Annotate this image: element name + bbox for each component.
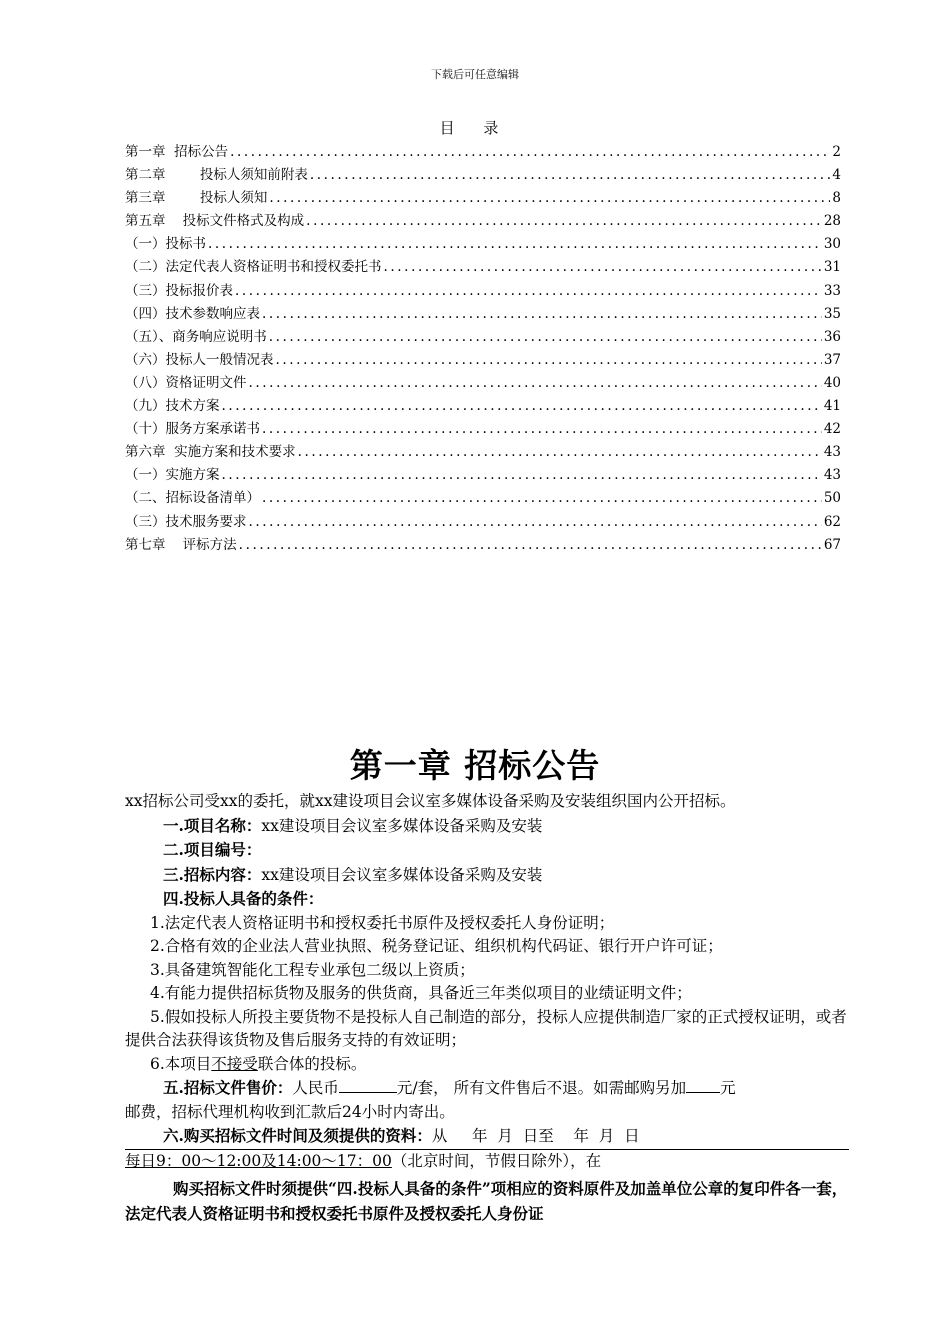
toc-entry[interactable]	[125, 394, 841, 417]
toc-leader-dots	[269, 329, 822, 345]
toc-entry-label: （一）实施方案	[125, 467, 220, 484]
toc-entry-label: 第一章 招标公告	[125, 144, 229, 160]
toc-entry-label: 第七章 评标方法	[125, 536, 237, 553]
toc-entry[interactable]	[125, 302, 841, 325]
item-label: 五.招标文件售价：	[163, 1078, 293, 1097]
toc-entry[interactable]	[125, 163, 841, 186]
toc-entry[interactable]	[125, 186, 841, 209]
toc-entry-label: （二）法定代表人资格证明书和授权委托书	[125, 259, 382, 276]
underlined-text: 每日9：00～12:00及14:00～17：00	[125, 1151, 392, 1170]
toc-leader-dots	[249, 375, 822, 391]
toc-entry-label: （一）投标书	[125, 236, 206, 253]
postage-blank	[686, 1077, 720, 1093]
toc-entry[interactable]	[125, 279, 841, 302]
toc-entry-page: 43	[823, 444, 841, 461]
toc-entry[interactable]	[125, 325, 841, 348]
condition-item: 3.具备建筑智能化工程专业承包二级以上资质；	[150, 960, 475, 979]
toc-title: 目 录	[439, 119, 511, 137]
toc-entry-label: （三）投标报价表	[125, 282, 233, 299]
toc-entry-page: 40	[823, 374, 841, 391]
toc-entry[interactable]	[125, 371, 841, 394]
item-value: xx建设项目会议室多媒体设备采购及安装	[261, 865, 543, 884]
item-label: 一.项目名称：	[163, 815, 262, 835]
toc-entry-label: （十）服务方案承诺书	[125, 421, 260, 438]
item-label: 三.招标内容：	[163, 864, 262, 884]
toc-entry-page: 31	[823, 259, 841, 276]
toc-entry-page: 41	[823, 398, 841, 415]
toc-leader-dots	[310, 167, 831, 183]
toc-entry-page: 2	[832, 144, 841, 160]
chapter-title: 第一章 招标公告	[349, 746, 601, 785]
item-document-price: 五.招标文件售价：人民币 元/套， 所有文件售后不退。如需邮购另加 元	[163, 1078, 736, 1097]
condition-item: 5.假如投标人所投主要货物不是投标人自己制造的部分，投标人应提供制造厂家的正式授权证明，或者提供合法获得该货物及售后服务支持的有效证明；	[125, 1007, 847, 1049]
toc-entry-label: 第五章 投标文件格式及构成	[125, 213, 305, 230]
item-bidder-conditions	[125, 887, 849, 912]
condition-item: 4.有能力提供招标货物及服务的供货商，具备近三年类似项目的业绩证明文件；	[150, 984, 692, 1002]
toc-leader-dots	[222, 467, 822, 483]
toc-entry-page: 35	[823, 305, 841, 322]
toc-leader-dots	[262, 306, 822, 322]
toc-leader-dots	[230, 144, 830, 160]
toc-entry[interactable]	[125, 232, 841, 255]
toc-leader-dots	[269, 190, 830, 206]
closing-paragraph: 购买招标文件时须提供“四.投标人具备的条件”项相应的资料原件及加盖单位公章的复印件各一套，法定代表人资格证明书和授权委托书原件及授权委托人身份证	[125, 1179, 848, 1223]
toc-entry[interactable]	[125, 486, 841, 509]
toc-leader-dots	[249, 514, 822, 530]
toc-leader-dots	[276, 352, 822, 368]
chapter-body	[125, 790, 849, 1226]
condition-item: 6.本项目不接受联合体的投标。	[150, 1054, 367, 1073]
condition-item: 1.法定代表人资格证明书和授权委托书原件及授权委托人身份证明；	[150, 913, 615, 932]
toc-entry-page: 67	[823, 536, 841, 553]
item-project-name	[125, 814, 849, 839]
toc-entry-page: 42	[823, 421, 841, 438]
toc-entry-page: 33	[823, 282, 841, 299]
toc-leader-dots	[239, 537, 822, 553]
toc-entry[interactable]	[125, 510, 841, 533]
toc-entry[interactable]	[125, 533, 841, 556]
toc-entry[interactable]	[125, 348, 841, 371]
toc-entry-label: 第三章 投标人须知	[125, 190, 268, 207]
toc-entry-page: 28	[823, 213, 841, 230]
toc-entry-page: 50	[823, 490, 841, 507]
toc-entry-page: 36	[823, 328, 841, 345]
toc-entry-label: （六）投标人一般情况表	[125, 351, 274, 368]
item-purchase-time	[125, 1124, 849, 1150]
toc-entry-page: 37	[823, 351, 841, 368]
toc-entry-label: 第二章 投标人须知前附表	[125, 167, 308, 184]
toc-entry[interactable]	[125, 440, 841, 463]
toc-entry-page: 8	[832, 190, 841, 207]
toc-leader-dots	[235, 283, 822, 299]
toc-entry[interactable]	[125, 140, 841, 163]
toc-entry-label: （五）、商务响应说明书	[125, 328, 267, 345]
toc-entry-label: （二、招标设备清单）	[125, 490, 260, 507]
item-project-number	[125, 838, 849, 863]
toc-entry[interactable]	[125, 417, 841, 440]
toc-entry-label: （四）技术参数响应表	[125, 305, 260, 322]
intro-paragraph: xx招标公司受xx的委托，就xx建设项目会议室多媒体设备采购及安装组织国内公开招标。	[125, 792, 736, 810]
toc-leader-dots	[262, 490, 822, 506]
toc-entry[interactable]	[125, 463, 841, 486]
table-of-contents	[125, 140, 841, 556]
item-value: xx建设项目会议室多媒体设备采购及安装	[261, 816, 543, 835]
toc-entry-label: （九）技术方案	[125, 398, 220, 415]
item-label: 六.购买招标文件时间及须提供的资料：	[163, 1126, 432, 1145]
toc-leader-dots	[208, 236, 822, 252]
item-label: 二.项目编号：	[163, 840, 262, 859]
toc-entry-label: （三）技术服务要求	[125, 513, 247, 530]
toc-entry[interactable]	[125, 255, 841, 278]
toc-entry[interactable]	[125, 209, 841, 232]
item-document-price-line2: 邮费，招标代理机构收到汇款后24小时内寄出。	[125, 1102, 455, 1121]
toc-entry-label: 第六章 实施方案和技术要求	[125, 444, 296, 461]
toc-entry-page: 4	[832, 167, 841, 184]
date-range: 从 年 月 日至 年 月 日	[431, 1127, 640, 1145]
toc-entry-page: 30	[823, 236, 841, 253]
toc-leader-dots	[298, 444, 822, 460]
toc-leader-dots	[306, 213, 822, 229]
toc-leader-dots	[384, 259, 822, 275]
header-note: 下载后可任意编辑	[431, 68, 519, 81]
item-label: 四.投标人具备的条件：	[163, 889, 324, 908]
price-blank	[339, 1077, 397, 1093]
toc-entry-page: 43	[823, 467, 841, 484]
item-purchase-time-line2: 每日9：00～12:00及14:00～17：00（北京时间，节假日除外），在	[125, 1151, 602, 1170]
item-tender-content	[125, 863, 849, 888]
underlined-text: 不接受	[211, 1054, 258, 1073]
toc-leader-dots	[262, 421, 822, 437]
toc-leader-dots	[222, 398, 822, 414]
toc-entry-label: （八）资格证明文件	[125, 374, 247, 391]
toc-entry-page: 62	[823, 513, 841, 530]
condition-item: 2.合格有效的企业法人营业执照、税务登记证、组织机构代码证、银行开户许可证；	[150, 937, 723, 955]
